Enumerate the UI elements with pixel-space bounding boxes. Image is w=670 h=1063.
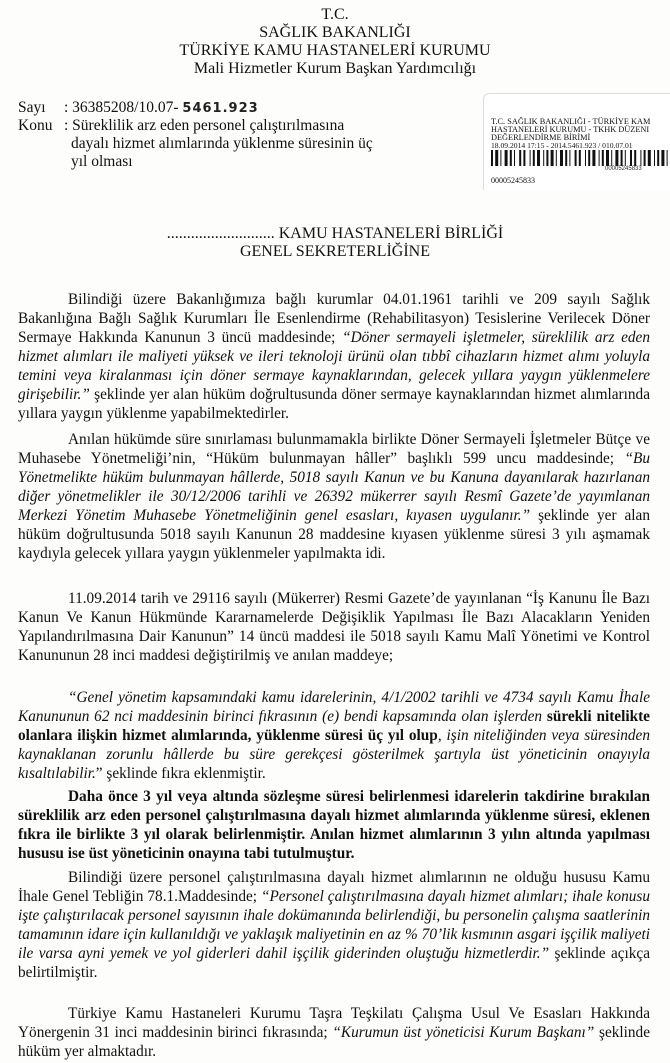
p4-tail: ” şeklinde fıkra eklenmiştir. <box>95 765 266 782</box>
barcode-bar <box>514 150 515 166</box>
barcode-bar <box>621 150 623 166</box>
paragraph-3 <box>18 589 650 665</box>
header-ministry: SAĞLIK BAKANLIĞI <box>259 24 411 41</box>
sayi-handwritten: 5461.923 <box>182 101 259 116</box>
barcode-bar <box>667 150 668 166</box>
barcode-bar <box>495 150 498 166</box>
paragraph-1 <box>18 290 650 423</box>
barcode-bar <box>630 150 632 166</box>
p7-tail: şeklinde hüküm yer almaktadır. <box>18 1024 650 1060</box>
p4-quote-a: “Genel yönetim kapsamındaki kamu idarelerinin, 4/1/2002 tarihli ve 4734 sayılı Kamu İhale Kanununun 62 nci maddesinin birinci fıkrasının (e) bendi kapsamında olan işlerden <box>18 689 650 725</box>
p6-quote: “Personel çalıştırılmasına dayalı hizmet alımları; ihale konusu işte çalıştırılacak personel sayısının ihale dokümanında belirlendiği, bu personelin çalışma saatlerinin tamamının idare için kullanıldığı ve yaklaşık maliyetinin en az % 70’lik kısmının asgari işçilik maliyeti ile varsa ayni yemek ve yol giderleri dahil işçilik giderinden oluştuğu hizmetlerdir.” <box>18 888 650 962</box>
p6-text: Bilindiği üzere personel çalıştırılmasına dayalı hizmet alımlarının ne olduğu hususu Kamu İhale Genel Tebliğin 78.1.Maddesinde; <box>18 869 650 905</box>
barcode-bar <box>569 150 570 166</box>
barcode-bar <box>500 150 501 166</box>
barcode-bar <box>505 150 508 166</box>
barcode-bar <box>533 150 535 166</box>
sayi-line <box>18 99 259 118</box>
barcode-bar <box>599 150 600 166</box>
barcode-bar <box>654 150 655 166</box>
p1-quote: “Döner sermayeli işletmeler, süreklilik arz eden hizmet alımları ile maliyeti yüksek ve ileri teknoloji ürünü olan tıbbî cihazların hizmet alımı yoluyla temini veya kiralanması için döner sermaye kaynaklarından, gelecek yıllara yaygın yüklenmelere girişebilir.” <box>18 329 650 403</box>
barcode-bar <box>537 150 540 166</box>
barcode-bar <box>657 150 659 166</box>
barcode-bar <box>560 150 563 166</box>
barcode-bar <box>625 150 626 166</box>
p6-tail: şeklinde açıkça belirtilmiştir. <box>18 945 650 981</box>
konu-value-2: dayalı hizmet alımlarında yüklenme süresinin üç <box>71 135 373 152</box>
barcode-bar <box>519 150 521 166</box>
p2-tail: şeklinde yer alan hüküm doğrultusunda 5018 sayılı Kanunun 28 maddesine kıyasen yüklenme süresi 3 yılı aşmamak kaydıyla gelecek yıllara yaygın yüklenmeler yapılmakta idi. <box>18 507 650 562</box>
barcode-bar <box>565 150 567 166</box>
barcode-icon <box>491 150 670 166</box>
stamp-line-3: DEĞERLENDİRME BİRİMİ <box>491 133 591 142</box>
barcode-bar <box>592 150 595 166</box>
header-institution: TÜRKİYE KAMU HASTANELERİ KURUMU <box>179 42 491 59</box>
barcode-bar <box>556 150 557 166</box>
p4-bold: sürekli nitelikte olanlara ilişkin hizmet alımlarında, yüklenme süresi üç yıl olup <box>18 708 650 744</box>
stamp-number: 00005245833 <box>491 176 535 185</box>
paragraph-4 <box>18 688 650 783</box>
konu-value-1: : Süreklilik arz eden personel çalıştırılmasına <box>64 117 345 134</box>
barcode-bar <box>543 150 544 166</box>
p3-text: 11.09.2014 tarih ve 29116 sayılı (Mükerrer) Resmi Gazete’de yayınlanan “İş Kanunu İle Bazı Kanun Ve Kanun Hükmünde Kararnamelerde Değişiklik Yapılması İle Bazı Alacakların Yeniden Yapılandırılmasına Dair Kanunun” 14 üncü maddesi ile 5018 sayılı Kamu Malî Yönetimi ve Kontrol Kanununun 28 inci maddesi değiştirilmiş ve anılan maddeye; <box>18 590 650 664</box>
registry-stamp <box>483 93 670 190</box>
header-tc: T.C. <box>321 6 349 23</box>
barcode-bar <box>510 150 512 166</box>
paragraph-7 <box>18 1004 650 1061</box>
barcode-bar <box>661 150 664 166</box>
sayi-value: : 36385208/10.07- <box>64 99 179 116</box>
paragraph-6 <box>18 868 650 982</box>
sayi-label: Sayı <box>18 99 46 116</box>
barcode-bar <box>648 150 651 166</box>
barcode-bar <box>640 150 641 166</box>
addressee-line-1: ........................... KAMU HASTANELERİ BİRLİĞİ <box>166 225 504 242</box>
p2-text: Anılan hükümde süre sınırlaması bulunmamakla birlikte Döner Sermayeli İşletmeler Bütçe ve Muhasebe Yönetmeliği’nin, “Hüküm bulunmayan hâller” başlıklı 599 uncu maddesinde; <box>18 431 650 467</box>
addressee-line-2: GENEL SEKRETERLİĞİNE <box>239 243 431 260</box>
barcode-bar <box>644 150 646 166</box>
barcode-bar <box>546 150 548 166</box>
paragraph-5 <box>18 787 650 863</box>
barcode-bar <box>579 150 581 166</box>
barcode-caption: 00005245833 <box>605 166 642 172</box>
barcode-bar <box>530 150 531 166</box>
barcode-bar <box>602 150 604 166</box>
p1-tail: şeklinde yer alan hüküm doğrultusunda döner sermaye kaynaklarından hizmet alımlarında yıllara yaygın yüklenme yapabilmektedirler. <box>18 386 650 422</box>
stamp-line-1: T.C. SAĞLIK BAKANLIĞI - TÜRKİYE KAM <box>491 117 651 126</box>
konu-label: Konu <box>18 117 53 134</box>
header-department: Mali Hizmetler Kurum Başkan Yardımcılığı <box>193 60 477 77</box>
p2-quote: “Bu Yönetmelikte hüküm bulunmayan hâllerde, 5018 sayılı Kanun ve bu Kanuna dayanılarak hazırlanan diğer yönetmelikler ile 30/12/2006 tarihli ve 26392 mükerrer sayılı Resmî Gazete’de yayımlanan Merkezi Yönetim Muhasebe Yönetmeliğinin genel esasları, kıyasen uygulanır.” <box>18 450 650 524</box>
barcode-bar <box>491 150 493 166</box>
barcode-bar <box>634 150 636 166</box>
paragraph-2 <box>18 430 650 563</box>
barcode-bar <box>606 150 609 166</box>
p5-text: Daha önce 3 yıl veya altında sözleşme süresi belirlenmesi idarelerin takdirine bırakılan süreklilik arz eden personel çalıştırılmasına dayalı hizmet alımlarında yüklenme süresi, eklenen fıkra ile birlikte 3 yıl olarak belirlenmiştir. Anılan hizmet alımlarının 3 yılın altında yapılması hususu ise üst yöneticinin onayına tabi tutulmuştur. <box>18 788 650 862</box>
barcode-bar <box>615 150 618 166</box>
stamp-line-2: HASTANELERİ KURUMU - TKHK DÜZENI <box>491 125 650 134</box>
konu-line <box>18 117 344 135</box>
barcode-bar <box>551 150 554 166</box>
barcode-bar <box>585 150 586 166</box>
barcode-bar <box>575 150 577 166</box>
p7-text: Türkiye Kamu Hastaneleri Kurumu Taşra Teşkilatı Çalışma Usul Ve Esasları Hakkında Yönergenin 31 inci maddesinin birinci fıkrasında; <box>18 1005 650 1041</box>
p1-text: Bilindiği üzere Bakanlığımıza bağlı kurumlar 04.01.1961 tarihli ve 209 sayılı Sağlık Bakanlığına Bağlı Sağlık Kurumları İle Esenlendirme (Rehabilitasyon) Tesislerine Verilecek Döner Sermaye Hakkında Kanunun 3 üncü maddesinde; <box>18 291 650 346</box>
stamp-line-4: 18.09.2014 17:15 - 2014.5461.923 / 010.07.01 <box>491 141 633 150</box>
barcode-bar <box>523 150 525 166</box>
p7-quote: “Kurumun üst yöneticisi Kurum Başkanı” <box>332 1024 595 1041</box>
barcode-bar <box>611 150 612 166</box>
p4-quote-b: , işin niteliğinden veya süresinden kaynaklanan zorunlu hâllerde bu süre gerekçesi gösterilmek şartıyla üst yöneticinin onayıyla kısaltılabilir. <box>18 727 650 782</box>
konu-value-3: yıl olması <box>71 153 133 170</box>
barcode-bar <box>588 150 590 166</box>
